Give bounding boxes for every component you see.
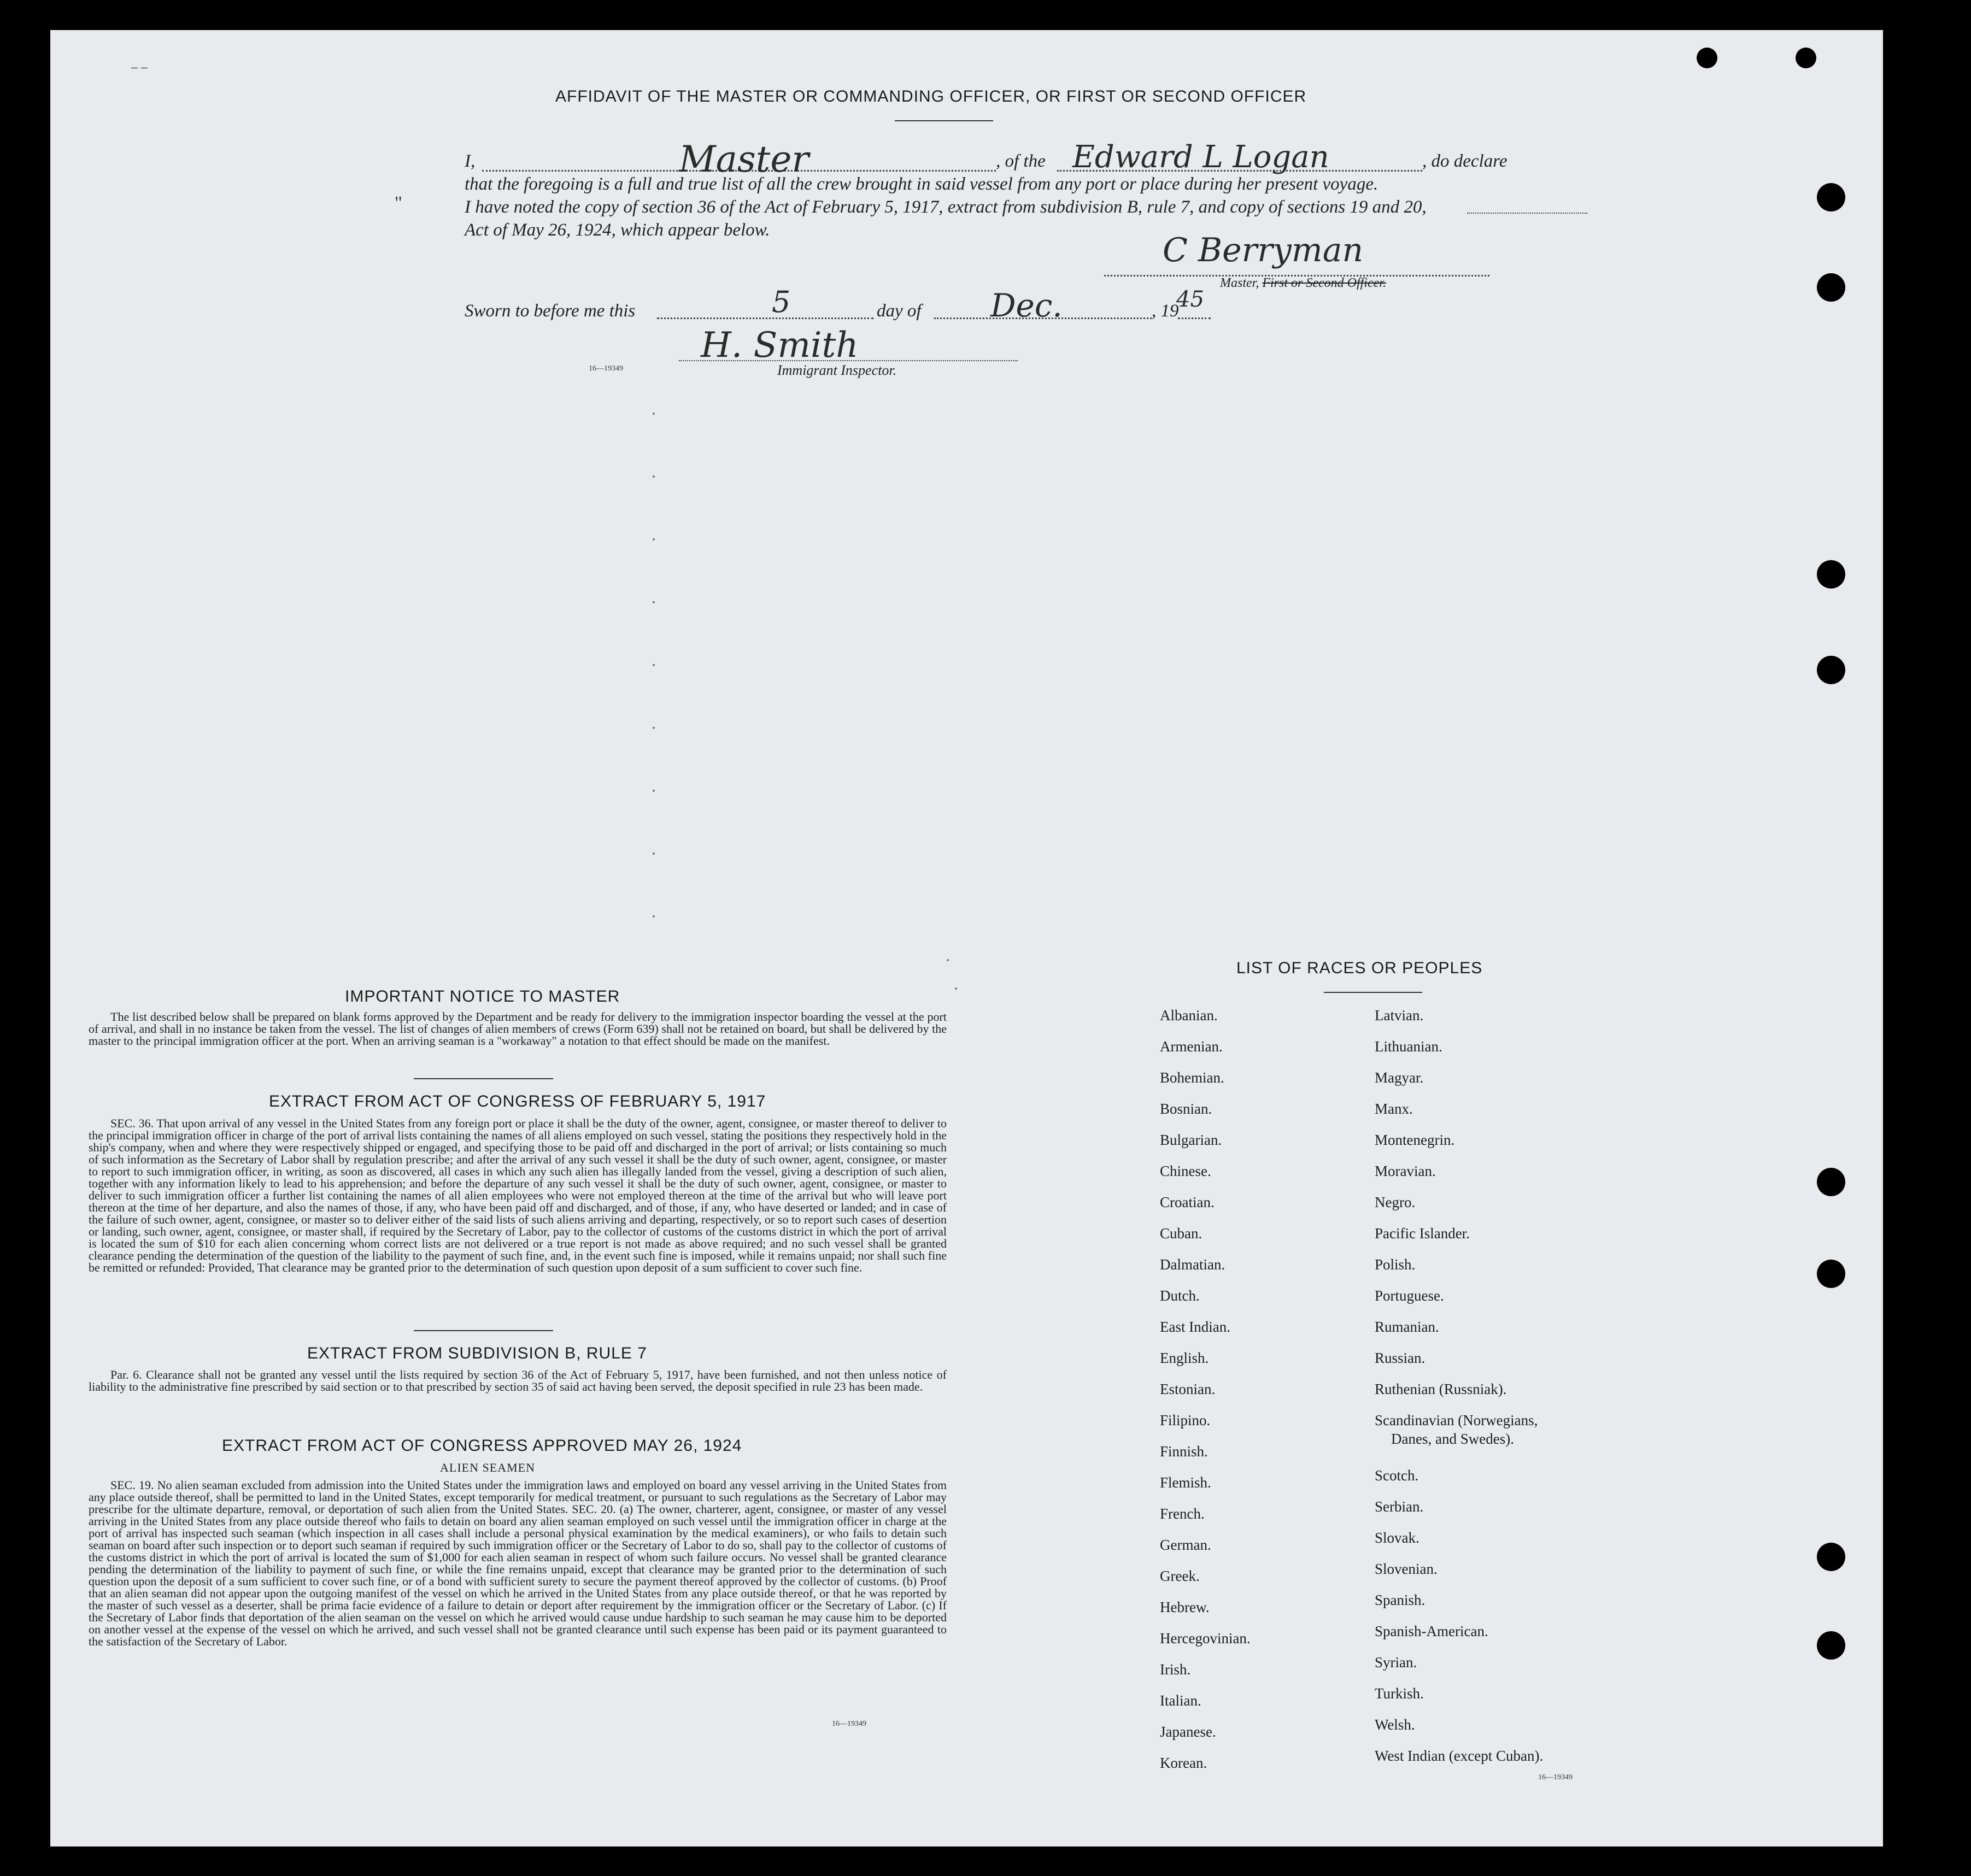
- affidavit-line1-suffix: , do declare: [1422, 151, 1507, 171]
- race-item: French.: [1160, 1505, 1205, 1522]
- sworn-year-prefix: , 19: [1152, 301, 1179, 321]
- race-item: East Indian.: [1160, 1319, 1230, 1335]
- scan-dot: [653, 915, 655, 918]
- notice-divider: [414, 1078, 553, 1079]
- race-item: German.: [1160, 1537, 1211, 1553]
- notice-heading: IMPORTANT NOTICE TO MASTER: [345, 987, 620, 1005]
- vessel-name-handwriting: Edward L Logan: [1072, 139, 1329, 175]
- sworn-year-blank: [1178, 317, 1211, 319]
- scan-dot: [653, 413, 655, 415]
- race-item: Bulgarian.: [1160, 1132, 1222, 1148]
- officer-rank-handwriting: Master: [679, 138, 809, 180]
- extract1917-body: SEC. 36. That upon arrival of any vessel in the United States from any foreign port or place it shall be the duty of the owner, agent, consignee, or master thereof to deliver to the principal immigration officer in charge of the port of arrival lists containing the names of all aliens employed on such vessel, stating the positions they respectively hold in the ship's company, when and where they were respectively shipped or engaged, and specifying those to be paid off and discharged in the port of arrival; or lists containing so much of such information as the Secretary of Labor shall by regulation prescribe; and after the arrival of any such vessel it shall be the duty of such owner, agent, consignee, or master to report to such immigration officer, in writing, as soon as discovered, all cases in which any such alien has illegally landed from the vessel, giving a description of such alien, together with any information likely to lead to his apprehension; and before the departure of any such vessel it shall be the duty of such owner, agent, consignee, or master to deliver to such immigration officer a further list containing the names of all alien employees who were not employed thereon at the time of the arrival but who will leave port thereon at the time of her departure, and also the names of those, if any, who have been paid off and discharged, and of those, if any, who have deserted or landed; and in case of the failure of such owner, agent, consignee, or master so to deliver either of the said lists of such aliens arriving and departing, respectively, or so to report such cases of desertion or landing, such owner, agent, consignee, or master shall, if required by the Secretary of Labor, pay to the collector of customs of the customs district in which the port of arrival is located the sum of $10 for each alien concerning whom correct lists are not delivered or a true report is not made as above required; and no such vessel shall be granted clearance pending the determination of the question of the liability to the payment of such fine, and, in the event such fine is imposed, while it remains unpaid; nor shall such fine be remitted or refunded: Provided, That clearance may be granted prior to the determination of such question upon deposit of a sum sufficient to cover such fine.: [89, 1116, 947, 1274]
- race-item: Ruthenian (Russniak).: [1375, 1381, 1507, 1397]
- extract1917-heading: EXTRACT FROM ACT OF CONGRESS OF FEBRUARY 5, 1917: [269, 1092, 766, 1110]
- race-item: Russian.: [1375, 1350, 1426, 1366]
- race-item: Irish.: [1160, 1661, 1191, 1678]
- race-item: Manx.: [1375, 1101, 1413, 1117]
- scan-dot: [653, 601, 655, 603]
- scan-dot: [653, 538, 655, 540]
- sworn-day-blank: [657, 317, 873, 319]
- signature-caption-master: Master,: [1220, 276, 1259, 290]
- affidavit-line4: Act of May 26, 1924, which appear below.: [465, 220, 770, 240]
- scan-dot: [653, 727, 655, 729]
- punch-hole: [1817, 1543, 1845, 1571]
- race-item: Chinese.: [1160, 1163, 1211, 1179]
- punch-hole: [1817, 560, 1845, 589]
- race-item: Moravian.: [1375, 1163, 1436, 1179]
- race-item: Italian.: [1160, 1692, 1201, 1709]
- race-item: Portuguese.: [1375, 1287, 1444, 1304]
- race-item: Dutch.: [1160, 1287, 1200, 1304]
- race-item: Slovak.: [1375, 1530, 1419, 1546]
- title-divider: [895, 120, 993, 121]
- affidavit-line2: that the foregoing is a full and true list of all the crew brought in said vessel from any port or place during her present voyage.: [465, 174, 1378, 194]
- race-item: Armenian.: [1160, 1038, 1223, 1055]
- races-form-number: 16—19349: [1538, 1773, 1573, 1781]
- scan-dot: [653, 852, 655, 855]
- race-item: Bohemian.: [1160, 1069, 1224, 1086]
- race-item: Pacific Islander.: [1375, 1225, 1470, 1242]
- race-item: Rumanian.: [1375, 1319, 1439, 1335]
- inspector-caption: Immigrant Inspector.: [777, 362, 897, 378]
- inspector-blank: [679, 360, 1018, 361]
- race-item: Dalmatian.: [1160, 1256, 1225, 1273]
- rule7-heading: EXTRACT FROM SUBDIVISION B, RULE 7: [307, 1344, 647, 1362]
- race-item: Magyar.: [1375, 1069, 1424, 1086]
- punch-hole: [1697, 48, 1717, 68]
- race-item: Montenegrin.: [1375, 1132, 1455, 1148]
- sworn-month: Dec.: [990, 287, 1063, 324]
- punch-hole: [1817, 183, 1845, 211]
- extract1917-divider: [414, 1330, 553, 1331]
- race-item: Flemish.: [1160, 1474, 1211, 1491]
- punch-hole: [1796, 48, 1816, 68]
- race-item: Bosnian.: [1160, 1101, 1212, 1117]
- punch-hole: [1817, 656, 1845, 684]
- race-item: Negro.: [1375, 1194, 1416, 1210]
- punch-hole: [1817, 1631, 1845, 1660]
- race-item: Serbian.: [1375, 1498, 1424, 1515]
- race-item: Greek.: [1160, 1568, 1200, 1584]
- master-signature: C Berryman: [1163, 231, 1364, 269]
- affidavit-title: AFFIDAVIT OF THE MASTER OR COMMANDING OFFICER, OR FIRST OR SECOND OFFICER: [555, 87, 1307, 105]
- race-item: Latvian.: [1375, 1007, 1424, 1024]
- affidavit-line3: I have noted the copy of section 36 of the Act of February 5, 1917, extract from subdivision B, rule 7, and copy of sections 19 and 20,: [465, 197, 1427, 217]
- race-item: Welsh.: [1375, 1716, 1415, 1733]
- extract1924-heading: EXTRACT FROM ACT OF CONGRESS APPROVED MAY 26, 1924: [222, 1437, 742, 1455]
- race-item: Syrian.: [1375, 1654, 1417, 1671]
- race-item: Japanese.: [1160, 1724, 1216, 1740]
- race-item: Scandinavian (Norwegians,: [1375, 1412, 1538, 1428]
- sworn-day: 5: [772, 285, 791, 319]
- affidavit-form-number: 16—19349: [589, 364, 623, 373]
- race-item: Spanish-American.: [1375, 1623, 1488, 1639]
- race-item: Hercegovinian.: [1160, 1630, 1251, 1646]
- line3-dots: [1467, 213, 1587, 214]
- extract1924-body: SEC. 19. No alien seaman excluded from admission into the United States under the immigration laws and employed on board any vessel arriving in the United States from any place outside thereof, shall be permitted to land in the United States, except temporarily for medical treatment, or pursuant to such regulations as the Secretary of Labor may prescribe for the ultimate departure, removal, or deportation of such alien from the United States. SEC. 20. (a) The owner, charterer, agent, consignee, or master of any vessel arriving in the United States from any place outside thereof who fails to detain on board any alien seaman employed on such vessel until the immigration officer in charge at the port of arrival has inspected such seaman (which inspection in all cases shall include a personal physical examination by the medical examiners), or who fails to detain such seaman on board after such inspection or to deport such seaman if required by such immigration officer or the Secretary of Labor to do so, shall pay to the collector of customs of the customs district in which the port of arrival is located the sum of $1,000 for each alien seaman in respect of whom such failure occurs. No vessel shall be granted clearance pending the determination of the liability to payment of such fine, or while the fine remains unpaid, except that clearance may be granted prior to the determination of such question upon the deposit of a sum sufficient to cover such fine, or of a bond with sufficient surety to secure the payment thereof approved by the collector of customs. (b) Proof that an alien seaman did not appear upon the outgoing manifest of the vessel on which he arrived in the United States from any place outside thereof, or that he was reported by the master of such vessel as a deserter, shall be prima facie evidence of a failure to detain or deport after requirement by the immigration officer or the Secretary of Labor. (c) If the Secretary of Labor finds that deportation of the alien seaman on the vessel on which he arrived would cause undue hardship to such seaman he may cause him to be deported on another vessel at the expense of the vessel on which he arrived, and such vessel shall not be granted clearance until such expense has been paid or its payment guaranteed to the satisfaction of the Secretary of Labor.: [89, 1478, 947, 1648]
- race-item: Slovenian.: [1375, 1561, 1438, 1577]
- sworn-year: 45: [1176, 287, 1204, 312]
- race-item: Filipino.: [1160, 1412, 1211, 1428]
- corner-mark: ‒ ‒: [131, 60, 148, 74]
- scan-dot: [653, 664, 655, 666]
- races-right-column: [1375, 1007, 1543, 1779]
- document-page: [50, 30, 1883, 1846]
- race-item: Cuban.: [1160, 1225, 1202, 1242]
- scan-dot: [947, 959, 949, 961]
- scan-dot: [653, 475, 655, 478]
- race-item: Croatian.: [1160, 1194, 1215, 1210]
- extract1924-subheading: ALIEN SEAMEN: [440, 1461, 535, 1474]
- race-item: Finnish.: [1160, 1443, 1208, 1460]
- extract1924-form-number: 16—19349: [832, 1720, 866, 1728]
- rule7-body: Par. 6. Clearance shall not be granted any vessel until the lists required by section 36 of the Act of February 5, 1917, have been furnished, and not then unless notice of liability to the administrative fine prescribed by said section or to that prescribed by section 35 of said act having been served, the deposit specified in rule 23 has been made.: [89, 1368, 947, 1393]
- race-item: West Indian (except Cuban).: [1375, 1748, 1544, 1764]
- race-item: Albanian.: [1160, 1007, 1218, 1024]
- margin-mark: ": [395, 193, 402, 213]
- race-item: Korean.: [1160, 1755, 1207, 1771]
- punch-hole: [1817, 273, 1845, 302]
- scan-dot: [955, 987, 957, 990]
- signature-caption: [1220, 276, 1386, 291]
- race-item: Hebrew.: [1160, 1599, 1210, 1615]
- race-item: Polish.: [1375, 1256, 1416, 1273]
- signature-caption-struck: First or Second Officer.: [1262, 276, 1386, 290]
- affidavit-line1-prefix: I,: [465, 151, 476, 171]
- sworn-day-label: day of: [877, 301, 922, 321]
- race-item: English.: [1160, 1350, 1209, 1366]
- punch-hole: [1817, 1168, 1845, 1196]
- affidavit-line1-mid: , of the: [996, 151, 1046, 171]
- race-item: Turkish.: [1375, 1685, 1424, 1702]
- punch-hole: [1817, 1260, 1845, 1288]
- scan-dot: [653, 790, 655, 792]
- race-item: Lithuanian.: [1375, 1038, 1442, 1055]
- race-item: Estonian.: [1160, 1381, 1216, 1397]
- inspector-signature: H. Smith: [701, 325, 859, 366]
- sworn-prefix: Sworn to before me this: [465, 301, 636, 321]
- race-item: Danes, and Swedes).: [1391, 1431, 1514, 1447]
- races-left-column: [1160, 1007, 1251, 1786]
- race-item: Scotch.: [1375, 1467, 1419, 1484]
- race-item: Spanish.: [1375, 1592, 1426, 1608]
- races-heading: LIST OF RACES OR PEOPLES: [1236, 959, 1483, 977]
- races-divider: [1324, 992, 1422, 993]
- notice-body: The list described below shall be prepared on blank forms approved by the Department and be ready for delivery to the immigration inspector boarding the vessel at the port of arrival, and shall in no instance be taken from the vessel. The list of changes of alien members of crews (Form 639) shall not be retained on board, but shall be delivered by the master to the principal immigration officer at the port. When an arriving seaman is a "workaway" a notation to that effect should be made on the manifest.: [89, 1010, 947, 1048]
